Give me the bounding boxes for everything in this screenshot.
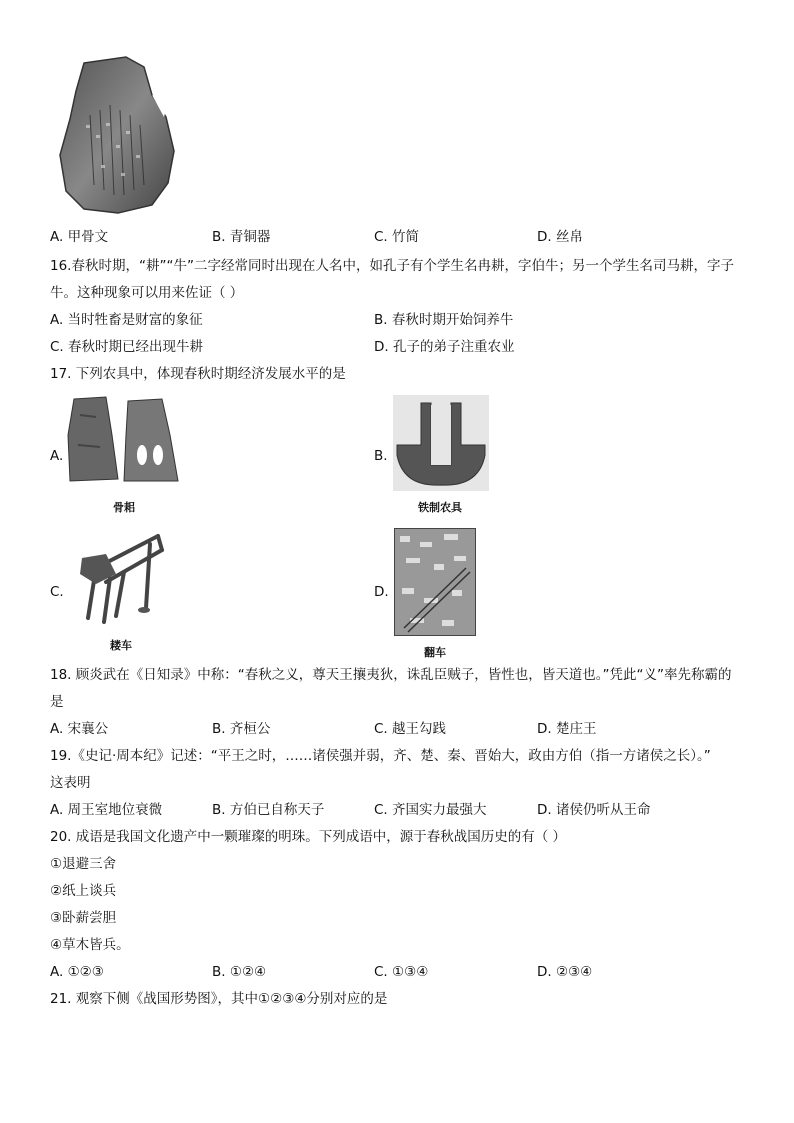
q15-option-a: A. 甲骨文 bbox=[50, 229, 109, 245]
q16-option-d: D. 孔子的弟子注重农业 bbox=[374, 339, 515, 355]
q17-letter-c: C. bbox=[50, 584, 64, 600]
q16-stem-line2: 牛。这种现象可以用来佐证（ ） bbox=[50, 285, 244, 301]
q16-option-b: B. 春秋时期开始饲养牛 bbox=[374, 312, 514, 328]
q20-option-d: D. ②③④ bbox=[537, 964, 593, 980]
q16-stem-line1: 16.春秋时期，“耕”“牛”二字经常同时出现在人名中，如孔子有个学生名冉耕，字伯牛；另一个学生名司马耕，字子 bbox=[50, 258, 734, 274]
q20-item-1: ①退避三舍 bbox=[50, 856, 117, 872]
q17-caption-b: 铁制农具 bbox=[418, 501, 462, 514]
q16-option-a: A. 当时牲畜是财富的象征 bbox=[50, 312, 203, 328]
q17-caption-a: 骨耜 bbox=[113, 501, 135, 514]
q15-option-c: C. 竹简 bbox=[374, 229, 420, 245]
q18-option-b: B. 齐桓公 bbox=[212, 721, 271, 737]
q20-item-2: ②纸上谈兵 bbox=[50, 883, 117, 899]
q20-option-b: B. ①②④ bbox=[212, 964, 267, 980]
q18-option-c: C. 越王勾践 bbox=[374, 721, 447, 737]
q18-stem-line2: 是 bbox=[50, 694, 64, 710]
q17-stem: 17. 下列农具中，体现春秋时期经济发展水平的是 bbox=[50, 366, 346, 382]
q17-caption-c: 耧车 bbox=[110, 639, 132, 652]
q20-item-4: ④草木皆兵。 bbox=[50, 937, 130, 953]
q18-option-d: D. 楚庄王 bbox=[537, 721, 597, 737]
q19-stem-line1: 19.《史记·周本纪》记述：“平王之时，……诸侯强并弱，齐、楚、秦、晋始大，政由方伯（指一方诸侯之长）。” bbox=[50, 748, 711, 764]
q15-option-d: D. 丝帛 bbox=[537, 229, 583, 245]
q19-option-a: A. 周王室地位衰微 bbox=[50, 802, 163, 818]
bone-spade-image bbox=[66, 395, 182, 485]
q20-item-3: ③卧薪尝胆 bbox=[50, 910, 117, 926]
q17-letter-d: D. bbox=[374, 584, 389, 600]
seed-drill-image bbox=[66, 528, 170, 628]
q15-option-b: B. 青铜器 bbox=[212, 229, 271, 245]
q19-option-d: D. 诸侯仍听从王命 bbox=[537, 802, 651, 818]
q18-option-a: A. 宋襄公 bbox=[50, 721, 109, 737]
oracle-bone-image bbox=[56, 55, 186, 215]
q20-option-a: A. ①②③ bbox=[50, 964, 104, 980]
q17-letter-a: A. bbox=[50, 448, 64, 464]
q20-stem: 20. 成语是我国文化遗产中一颗璀璨的明珠。下列成语中，源于春秋战国历史的有（ ） bbox=[50, 829, 567, 845]
q19-option-b: B. 方伯已自称天子 bbox=[212, 802, 325, 818]
q18-stem-line1: 18. 顾炎武在《日知录》中称：“春秋之义，尊天王攘夷狄，诛乱臣贼子，皆性也，皆天道也。”凭此“义”率先称霸的 bbox=[50, 667, 732, 683]
q21-stem: 21. 观察下侧《战国形势图》，其中①②③④分别对应的是 bbox=[50, 991, 388, 1007]
q17-letter-b: B. bbox=[374, 448, 388, 464]
q16-option-c: C. 春秋时期已经出现牛耕 bbox=[50, 339, 204, 355]
q17-caption-d: 翻车 bbox=[424, 646, 446, 659]
q19-stem-line2: 这表明 bbox=[50, 775, 91, 791]
iron-tool-image bbox=[393, 395, 489, 491]
water-wheel-image bbox=[394, 528, 476, 636]
q19-option-c: C. 齐国实力最强大 bbox=[374, 802, 487, 818]
q20-option-c: C. ①③④ bbox=[374, 964, 429, 980]
